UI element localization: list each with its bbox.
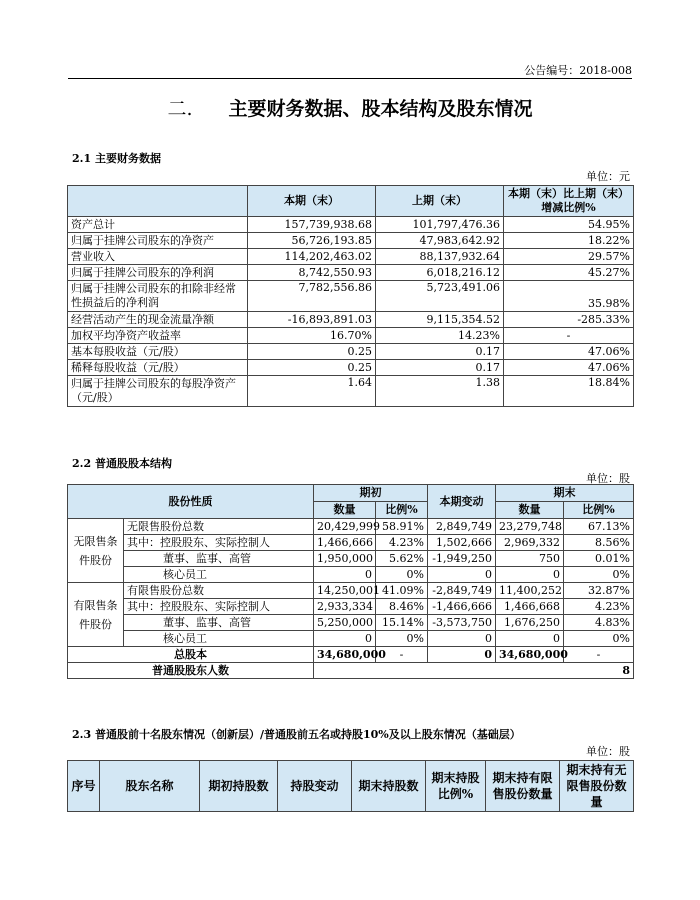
row-label: 基本每股收益（元/股） [68,344,248,360]
change-ratio: 47.06% [504,344,634,360]
previous-value: 88,137,932.64 [376,249,504,265]
table-row [68,249,634,265]
header-cell: 比例% [564,502,634,519]
row-label: 加权平均净资产收益率 [68,328,248,344]
previous-value: 47,983,642.92 [376,233,504,249]
row-label: 归属于挂牌公司股东的每股净资产（元/股） [68,376,248,407]
cell: -2,849,749 [428,583,496,599]
unit-label-2-1: 单位：元 [586,170,630,183]
row-label: 稀释每股收益（元/股） [68,360,248,376]
header-cell: 期末持股比例% [426,761,486,812]
cell: 20,429,999 [314,519,376,535]
table-row [68,312,634,328]
current-value: 0.25 [248,344,376,360]
cell: 32.87% [564,583,634,599]
header-cell: 股东名称 [100,761,200,812]
row-label: 有限售股份总数 [124,583,314,599]
header-cell: 期末持有限售股份数量 [486,761,560,812]
table-row [68,265,634,281]
row-label: 其中：控股股东、实际控制人 [124,535,314,551]
cell: - [564,647,634,663]
table-row [68,281,634,312]
cell: 2,933,334 [314,599,376,615]
header-cell: 期初持股数 [200,761,278,812]
row-label: 核心员工 [124,567,314,583]
row-label: 资产总计 [68,217,248,233]
total-label: 总股本 [68,647,314,663]
cell: 0 [428,567,496,583]
cell: 15.14% [376,615,428,631]
section-title-text: 主要财务数据、股本结构及股东情况 [228,98,533,120]
header-cell: 股份性质 [68,485,314,519]
current-value: 16.70% [248,328,376,344]
cell: 34,680,000 [314,647,376,663]
header-cell: 比例% [376,502,428,519]
previous-value: 0.17 [376,344,504,360]
cell: 0 [428,631,496,647]
row-label: 无限售股份总数 [124,519,314,535]
previous-value: 0.17 [376,360,504,376]
subsection-2-1-title: 2.1 主要财务数据 [72,152,161,165]
top-shareholders-table [67,760,634,812]
group-label: 无限售条件股份 [68,519,124,583]
header-cell [68,186,248,217]
change-ratio: 35.98% [504,281,634,312]
current-value: 157,739,938.68 [248,217,376,233]
cell: 750 [496,551,564,567]
row-label: 其中：控股股东、实际控制人 [124,599,314,615]
cell: 0% [564,567,634,583]
subsection-2-2-title: 2.2 普通股股本结构 [72,457,172,470]
cell: 14,250,001 [314,583,376,599]
change-ratio: 45.27% [504,265,634,281]
table-header-row [68,485,634,502]
row-label: 归属于挂牌公司股东的净资产 [68,233,248,249]
unit-label-2-3: 单位：股 [586,745,630,758]
change-ratio: -285.33% [504,312,634,328]
cell: 4.23% [564,599,634,615]
total-row [68,647,634,663]
header-cell: 序号 [68,761,100,812]
table-row [68,233,634,249]
cell: 0 [428,647,496,663]
previous-value: 1.38 [376,376,504,407]
change-ratio: 54.95% [504,217,634,233]
cell: 2,849,749 [428,519,496,535]
cell: 23,279,748 [496,519,564,535]
cell: 0% [376,631,428,647]
change-ratio: - [504,328,634,344]
cell: 1,502,666 [428,535,496,551]
row-label: 经营活动产生的现金流量净额 [68,312,248,328]
table-row [68,631,634,647]
table-row [68,535,634,551]
current-value: 114,202,463.02 [248,249,376,265]
holders-row [68,663,634,679]
cell: 0% [564,631,634,647]
table-row [68,217,634,233]
cell: 41.09% [376,583,428,599]
previous-value: 6,018,216.12 [376,265,504,281]
change-ratio: 18.22% [504,233,634,249]
cell: 34,680,000 [496,647,564,663]
cell: 1,676,250 [496,615,564,631]
group-label: 有限售条件股份 [68,583,124,647]
table-row [68,344,634,360]
current-value: 7,782,556.86 [248,281,376,312]
cell: 1,466,666 [314,535,376,551]
header-cell: 本期（末） [248,186,376,217]
unit-label-2-2: 单位：股 [586,472,630,485]
current-value: -16,893,891.03 [248,312,376,328]
table-row [68,599,634,615]
header-cell: 期末持有无限售股份数量 [560,761,634,812]
cell: 67.13% [564,519,634,535]
table-row [68,615,634,631]
holders-count: 8 [314,663,634,679]
previous-value: 101,797,476.36 [376,217,504,233]
cell: 4.83% [564,615,634,631]
cell: 0.01% [564,551,634,567]
table-row [68,519,634,535]
table-row [68,551,634,567]
table-row [68,583,634,599]
cell: 0% [376,567,428,583]
cell: 4.23% [376,535,428,551]
financial-data-table [67,185,634,407]
subsection-2-3-title: 2.3 普通股前十名股东情况（创新层）/普通股前五名或持股10%及以上股东情况（基础层） [72,728,521,741]
cell: 5.62% [376,551,428,567]
previous-value: 14.23% [376,328,504,344]
table-row [68,567,634,583]
current-value: 0.25 [248,360,376,376]
header-cell: 期末 [496,485,634,502]
table-header-row [68,186,634,217]
cell: 2,969,332 [496,535,564,551]
table-row [68,376,634,407]
notice-number: 公告编号：2018-008 [524,64,632,77]
current-value: 8,742,550.93 [248,265,376,281]
header-cell: 本期变动 [428,485,496,519]
current-value: 1.64 [248,376,376,407]
holders-label: 普通股股东人数 [68,663,314,679]
change-ratio: 47.06% [504,360,634,376]
row-label: 董事、监事、高管 [124,615,314,631]
cell: -1,949,250 [428,551,496,567]
cell: 0 [496,631,564,647]
header-divider [68,78,632,79]
cell: 8.46% [376,599,428,615]
row-label: 董事、监事、高管 [124,551,314,567]
cell: -1,466,666 [428,599,496,615]
change-ratio: 29.57% [504,249,634,265]
cell: 5,250,000 [314,615,376,631]
row-label: 归属于挂牌公司股东的扣除非经常性损益后的净利润 [68,281,248,312]
cell: 1,466,668 [496,599,564,615]
row-label: 营业收入 [68,249,248,265]
header-cell: 期末持股数 [352,761,426,812]
cell: 0 [314,567,376,583]
cell: 58.91% [376,519,428,535]
row-label: 核心员工 [124,631,314,647]
cell: 0 [496,567,564,583]
previous-value: 9,115,354.52 [376,312,504,328]
cell: 8.56% [564,535,634,551]
section-title [0,94,700,121]
header-cell: 数量 [314,502,376,519]
header-cell: 上期（末） [376,186,504,217]
cell: -3,573,750 [428,615,496,631]
current-value: 56,726,193.85 [248,233,376,249]
cell: 11,400,252 [496,583,564,599]
row-label: 归属于挂牌公司股东的净利润 [68,265,248,281]
table-header-row [68,761,634,812]
table-row [68,328,634,344]
header-cell: 本期（末）比上期（末）增减比例% [504,186,634,217]
cell: 1,950,000 [314,551,376,567]
cell: 0 [314,631,376,647]
header-cell: 持股变动 [278,761,352,812]
section-number: 二. [167,98,193,120]
previous-value: 5,723,491.06 [376,281,504,312]
header-cell: 期初 [314,485,428,502]
header-cell: 数量 [496,502,564,519]
share-structure-table [67,484,634,679]
table-row [68,360,634,376]
cell: - [376,647,428,663]
change-ratio: 18.84% [504,376,634,407]
